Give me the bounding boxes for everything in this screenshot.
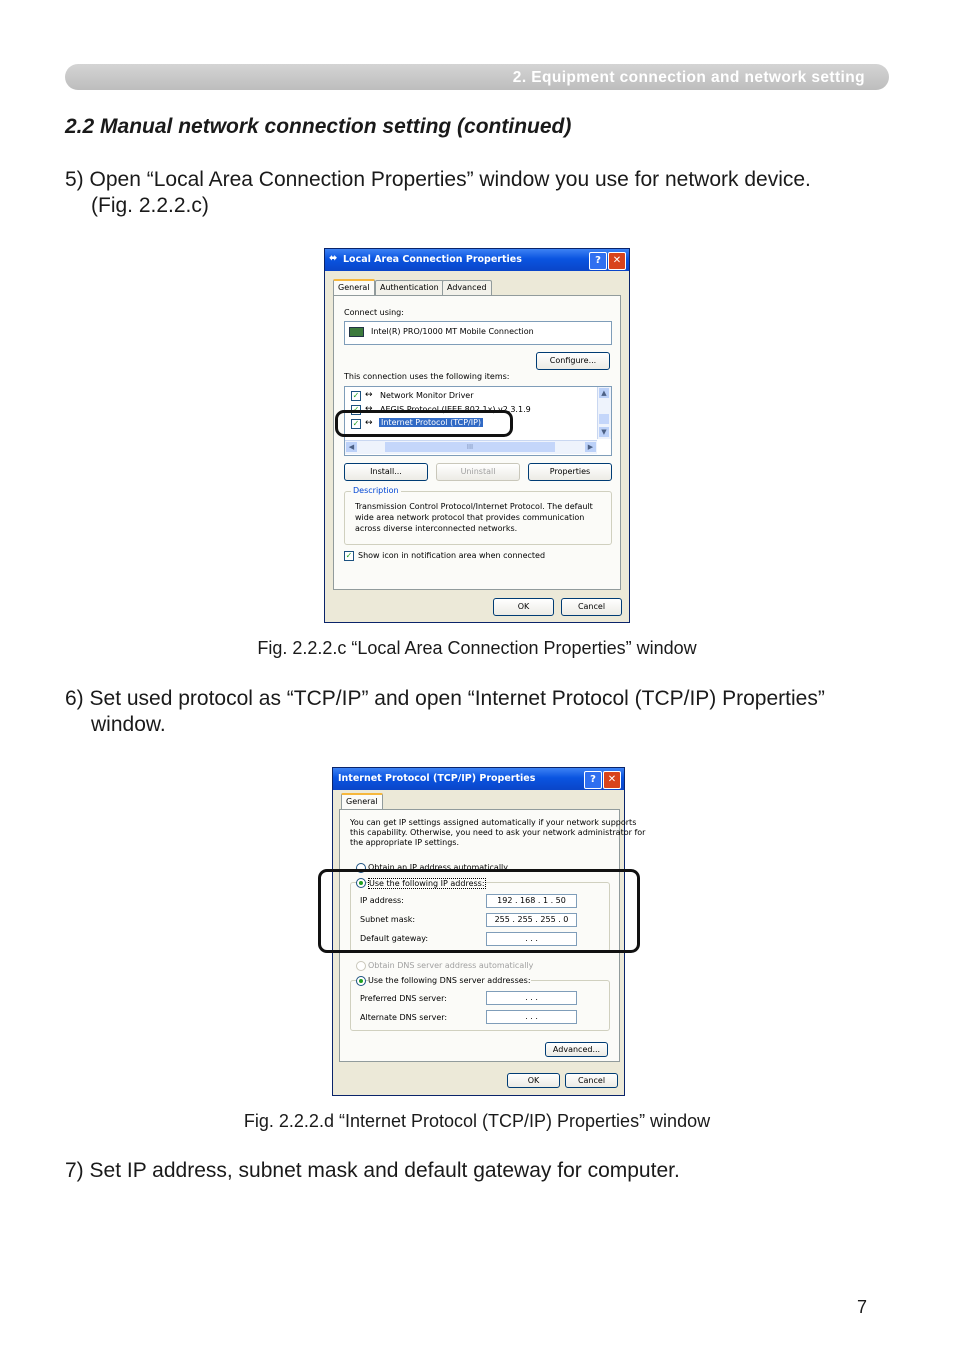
connect-using-label: Connect using: xyxy=(344,308,404,317)
use-ip-label: Use the following IP address: xyxy=(369,879,485,888)
item-network-monitor[interactable]: Network Monitor Driver xyxy=(380,391,474,400)
step-6-line-2: window. xyxy=(91,713,166,736)
network-icon: ⬌ xyxy=(329,253,338,264)
tab-advanced[interactable]: Advanced xyxy=(442,280,492,295)
intro-line-1: You can get IP settings assigned automatically if your network supports xyxy=(350,818,637,827)
header-bar xyxy=(65,64,889,90)
tcpip-window-title: Internet Protocol (TCP/IP) Properties xyxy=(338,773,536,784)
obtain-dns-label: Obtain DNS server address automatically xyxy=(368,961,534,970)
tab-general[interactable]: General xyxy=(341,793,383,811)
step-5-line-1: 5) Open “Local Area Connection Properties” window you use for network device. xyxy=(65,168,811,191)
items-label: This connection uses the following items: xyxy=(344,372,510,381)
header-section-label: 2. Equipment connection and network setting xyxy=(512,69,865,86)
vertical-scrollbar[interactable] xyxy=(597,387,611,439)
item-tcpip[interactable]: Internet Protocol (TCP/IP) xyxy=(381,418,482,427)
intro-line-2: this capability. Otherwise, you need to ask your network administrator for xyxy=(350,828,646,837)
subnet-mask-label: Subnet mask: xyxy=(360,915,416,924)
step-6-line-1: 6) Set used protocol as “TCP/IP” and open “Internet Protocol (TCP/IP) Properties” xyxy=(65,687,825,710)
lan-window-title: Local Area Connection Properties xyxy=(343,254,522,265)
scroll-up-icon[interactable]: ▲ xyxy=(599,388,609,398)
scroll-down-icon[interactable]: ▼ xyxy=(599,427,609,437)
ip-address-field[interactable]: 192 . 168 . 1 . 50 xyxy=(486,894,577,908)
figure-d-caption: Fig. 2.2.2.d “Internet Protocol (TCP/IP) Properties” window xyxy=(243,1111,711,1131)
configure-button[interactable]: Configure... xyxy=(536,352,610,370)
section-title: 2.2 Manual network connection setting (continued) xyxy=(65,115,572,138)
default-gateway-label: Default gateway: xyxy=(360,934,429,943)
network-component-icon: ↔ xyxy=(365,390,373,400)
step-7-line-1: 7) Set IP address, subnet mask and default gateway for computer. xyxy=(65,1159,680,1182)
description-line-2: wide area network protocol that provides communication xyxy=(355,513,585,522)
default-gateway-field[interactable]: . . . xyxy=(486,932,577,946)
obtain-dns-radio[interactable] xyxy=(356,961,366,971)
obtain-ip-label: Obtain an IP address automatically xyxy=(368,863,509,872)
lan-titlebar xyxy=(325,249,629,271)
ip-address-label: IP address: xyxy=(360,896,404,905)
subnet-mask-field[interactable]: 255 . 255 . 255 . 0 xyxy=(486,913,577,927)
ok-button[interactable]: OK xyxy=(493,598,554,616)
preferred-dns-field[interactable]: . . . xyxy=(486,991,577,1005)
preferred-dns-label: Preferred DNS server: xyxy=(360,994,447,1003)
item-checkbox-1[interactable]: ✓ xyxy=(352,391,360,400)
network-component-icon: ↔ xyxy=(365,418,373,428)
cancel-button[interactable]: Cancel xyxy=(565,1073,618,1088)
horizontal-scrollbar[interactable] xyxy=(345,440,597,454)
tcpip-titlebar xyxy=(333,768,624,790)
tcpip-highlight-marker xyxy=(335,410,513,437)
scroll-thumb[interactable] xyxy=(599,414,609,424)
tab-authentication[interactable]: Authentication xyxy=(375,280,444,295)
network-component-icon: ↔ xyxy=(365,404,373,414)
horizontal-scroll-thumb[interactable]: III xyxy=(385,442,555,452)
cancel-button[interactable]: Cancel xyxy=(561,598,622,616)
help-button[interactable]: ? xyxy=(589,252,607,270)
close-button[interactable]: ✕ xyxy=(603,771,621,789)
use-dns-label: Use the following DNS server addresses: xyxy=(368,976,531,985)
description-line-1: Transmission Control Protocol/Internet Protocol. The default xyxy=(355,502,593,511)
figure-c-caption: Fig. 2.2.2.c “Local Area Connection Properties” window xyxy=(257,638,697,658)
advanced-button[interactable]: Advanced... xyxy=(545,1042,608,1057)
show-icon-label: Show icon in notification area when connected xyxy=(358,551,546,560)
description-group xyxy=(344,486,612,545)
use-dns-radio[interactable] xyxy=(356,976,366,986)
close-button[interactable]: ✕ xyxy=(608,252,626,270)
network-adapter-icon xyxy=(349,327,364,337)
ok-button[interactable]: OK xyxy=(507,1073,560,1088)
help-button[interactable]: ? xyxy=(584,771,602,789)
intro-line-3: the appropriate IP settings. xyxy=(350,838,460,847)
ip-settings-highlight-marker xyxy=(318,869,640,953)
adapter-field xyxy=(344,321,612,345)
step-5-line-2: (Fig. 2.2.2.c) xyxy=(91,194,209,217)
description-label: Description xyxy=(353,486,399,495)
show-icon-checkbox[interactable]: ✓ xyxy=(345,551,353,560)
adapter-name: Intel(R) PRO/1000 MT Mobile Connection xyxy=(371,327,534,336)
alternate-dns-field[interactable]: . . . xyxy=(486,1010,577,1024)
item-checkbox-3[interactable]: ✓ xyxy=(352,419,360,428)
page-number: 7 xyxy=(857,1297,868,1317)
item-aegis-protocol[interactable]: AEGIS Protocol (IEEE 802.1x) v2.3.1.9 xyxy=(380,405,531,414)
scroll-left-icon[interactable]: ◀ xyxy=(346,442,357,452)
tab-general[interactable]: General xyxy=(333,279,375,297)
alternate-dns-label: Alternate DNS server: xyxy=(360,1013,448,1022)
scroll-right-icon[interactable]: ▶ xyxy=(585,442,596,452)
item-checkbox-2[interactable]: ✓ xyxy=(352,405,360,414)
properties-button[interactable]: Properties xyxy=(528,463,612,481)
uninstall-button[interactable]: Uninstall xyxy=(436,463,520,481)
description-line-3: across diverse interconnected networks. xyxy=(355,524,518,533)
install-button[interactable]: Install... xyxy=(344,463,428,481)
lan-general-panel xyxy=(333,295,621,590)
